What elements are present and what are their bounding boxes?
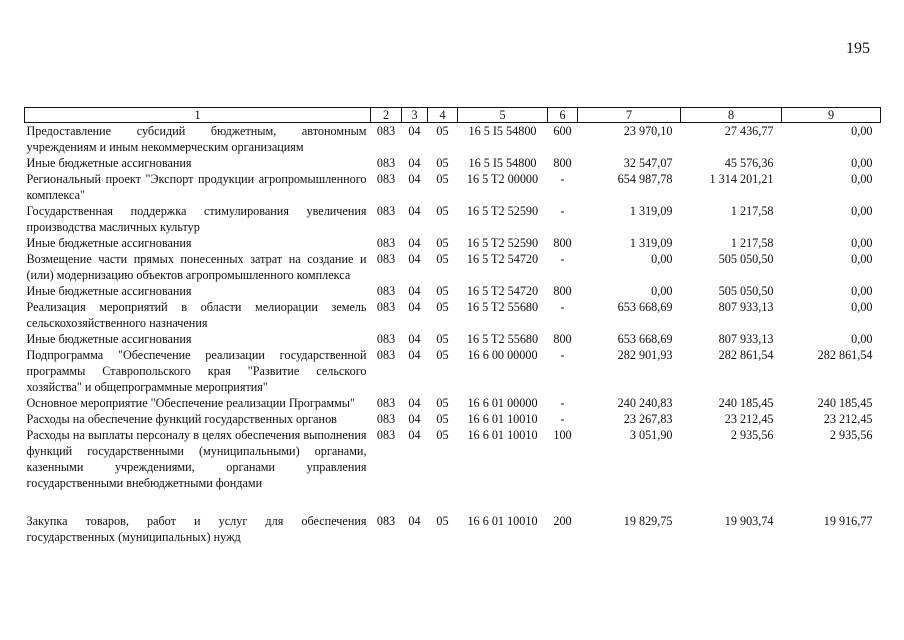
row-value-col8: 807 933,13 (718, 300, 774, 314)
row-value-col9: 282 861,54 (817, 348, 873, 362)
row-target-article: 16 5 T2 54720 (466, 252, 539, 266)
page-number: 195 (846, 40, 870, 57)
row-target-article: 16 6 00 00000 (467, 348, 538, 362)
row-value-col9: 0,00 (851, 252, 873, 266)
row-value-col8: 23 212,45 (724, 412, 774, 426)
row-ministry-code: 083 (376, 348, 396, 362)
row-value-col9: 0,00 (851, 332, 873, 346)
row-ministry-code: 083 (376, 252, 396, 266)
row-value-col8: 27 436,77 (724, 124, 774, 138)
row-value-col8: 1 217,58 (730, 204, 774, 218)
row-value-col9: 0,00 (851, 284, 873, 298)
row-description: Иные бюджетные ассигнования (26, 156, 192, 170)
row-ministry-code: 083 (376, 428, 396, 442)
row-subsection: 05 (436, 514, 449, 528)
row-target-article: 16 5 T2 54720 (466, 284, 539, 298)
row-value-col8: 1 314 201,21 (709, 172, 774, 186)
row-section: 04 (408, 252, 421, 266)
table-row (25, 411, 881, 427)
row-value-col8: 45 576,36 (724, 156, 774, 170)
table-row (25, 513, 881, 545)
row-subsection: 05 (436, 236, 449, 250)
row-subsection: 05 (436, 396, 449, 410)
table-row (25, 299, 881, 331)
row-expense-type: 600 (553, 124, 572, 138)
row-description: Реализация мероприятий в области мелиорации земель сельскохозяйственного назначения (26, 300, 367, 330)
row-description: Подпрограмма "Обеспечение реализации государственной программы Ставропольского края "Развитие сельского хозяйства" и общепрограммные мероприятия" (26, 348, 367, 394)
row-section: 04 (408, 236, 421, 250)
header-col-2: 2 (371, 108, 402, 123)
row-value-col7: 653 668,69 (617, 300, 673, 314)
row-subsection: 05 (436, 156, 449, 170)
header-col-7: 7 (578, 108, 681, 123)
row-value-col7: 23 970,10 (623, 124, 673, 138)
row-value-col7: 3 051,90 (629, 428, 673, 442)
row-section: 04 (408, 172, 421, 186)
header-col-5: 5 (458, 108, 548, 123)
row-expense-type: - (560, 252, 565, 266)
row-ministry-code: 083 (376, 204, 396, 218)
row-section: 04 (408, 204, 421, 218)
table-row (25, 331, 881, 347)
table-row (25, 427, 881, 491)
row-value-col7: 1 319,09 (629, 236, 673, 250)
row-value-col9: 0,00 (851, 156, 873, 170)
row-value-col8: 505 050,50 (718, 284, 774, 298)
row-subsection: 05 (436, 252, 449, 266)
row-value-col9: 0,00 (851, 124, 873, 138)
row-target-article: 16 5 T2 55680 (466, 332, 539, 346)
row-value-col7: 653 668,69 (617, 332, 673, 346)
row-description: Закупка товаров, работ и услуг для обеспечения государственных (муниципальных) нужд (26, 514, 367, 544)
row-expense-type: - (560, 412, 565, 426)
row-description: Основное мероприятие "Обеспечение реализации Программы" (26, 396, 355, 410)
row-ministry-code: 083 (376, 236, 396, 250)
header-col-1: 1 (25, 108, 371, 123)
row-expense-type: 800 (553, 284, 572, 298)
row-value-col8: 19 903,74 (724, 514, 774, 528)
row-target-article: 16 5 T2 52590 (466, 236, 539, 250)
table-row (25, 395, 881, 411)
spacer-cell (25, 491, 881, 513)
row-subsection: 05 (436, 204, 449, 218)
row-value-col8: 240 185,45 (718, 396, 774, 410)
row-target-article: 16 6 01 00000 (467, 396, 538, 410)
row-subsection: 05 (436, 284, 449, 298)
row-description: Расходы на выплаты персоналу в целях обеспечения выполнения функций государственными (муниципальными) органами, казенными учреждениями, органами управления государственными внебюджетными фондами (26, 428, 367, 490)
row-target-article: 16 5 T2 55680 (466, 300, 539, 314)
table-header-row (25, 108, 881, 123)
row-ministry-code: 083 (376, 514, 396, 528)
row-expense-type: 800 (553, 236, 572, 250)
row-value-col7: 0,00 (651, 252, 673, 266)
row-target-article: 16 5 I5 54800 (468, 124, 537, 138)
row-value-col9: 0,00 (851, 204, 873, 218)
row-description: Иные бюджетные ассигнования (26, 284, 192, 298)
row-description: Иные бюджетные ассигнования (26, 332, 192, 346)
row-section: 04 (408, 428, 421, 442)
row-description: Предоставление субсидий бюджетным, автономным учреждениям и иным некоммерческим организациям (26, 124, 367, 154)
row-expense-type: 800 (553, 156, 572, 170)
table-row (25, 283, 881, 299)
table-row (25, 235, 881, 251)
row-subsection: 05 (436, 172, 449, 186)
row-section: 04 (408, 396, 421, 410)
row-section: 04 (408, 284, 421, 298)
row-value-col7: 23 267,83 (623, 412, 673, 426)
row-expense-type: - (560, 396, 565, 410)
table-row (25, 123, 881, 156)
row-subsection: 05 (436, 412, 449, 426)
row-target-article: 16 5 I5 54800 (468, 156, 537, 170)
row-value-col9: 2 935,56 (829, 428, 873, 442)
header-col-8: 8 (681, 108, 782, 123)
row-value-col7: 654 987,78 (617, 172, 673, 186)
row-section: 04 (408, 514, 421, 528)
row-description: Государственная поддержка стимулирования увеличения производства масличных культур (26, 204, 367, 234)
row-description: Расходы на обеспечение функций государственных органов (26, 412, 337, 426)
row-value-col9: 23 212,45 (823, 412, 873, 426)
header-col-4: 4 (428, 108, 458, 123)
row-value-col9: 19 916,77 (823, 514, 873, 528)
row-section: 04 (408, 124, 421, 138)
spacer-row (25, 491, 881, 513)
table-row (25, 203, 881, 235)
row-target-article: 16 5 T2 52590 (466, 204, 539, 218)
row-subsection: 05 (436, 300, 449, 314)
row-subsection: 05 (436, 332, 449, 346)
row-ministry-code: 083 (376, 332, 396, 346)
row-value-col9: 0,00 (851, 236, 873, 250)
row-subsection: 05 (436, 124, 449, 138)
row-target-article: 16 6 01 10010 (467, 428, 538, 442)
row-target-article: 16 6 01 10010 (467, 514, 538, 528)
table-row (25, 347, 881, 395)
table-row (25, 155, 881, 171)
row-target-article: 16 5 T2 00000 (466, 172, 539, 186)
row-description: Иные бюджетные ассигнования (26, 236, 192, 250)
row-ministry-code: 083 (376, 172, 396, 186)
row-subsection: 05 (436, 348, 449, 362)
row-value-col8: 282 861,54 (718, 348, 774, 362)
row-ministry-code: 083 (376, 396, 396, 410)
header-col-3: 3 (402, 108, 428, 123)
row-ministry-code: 083 (376, 284, 396, 298)
row-value-col7: 1 319,09 (629, 204, 673, 218)
row-ministry-code: 083 (376, 124, 396, 138)
row-expense-type: 200 (553, 514, 572, 528)
row-ministry-code: 083 (376, 300, 396, 314)
row-expense-type: 800 (553, 332, 572, 346)
row-value-col8: 2 935,56 (730, 428, 774, 442)
row-section: 04 (408, 300, 421, 314)
row-expense-type: - (560, 204, 565, 218)
row-ministry-code: 083 (376, 156, 396, 170)
row-value-col8: 807 933,13 (718, 332, 774, 346)
row-value-col8: 1 217,58 (730, 236, 774, 250)
budget-table (24, 107, 881, 545)
row-ministry-code: 083 (376, 412, 396, 426)
row-target-article: 16 6 01 10010 (467, 412, 538, 426)
row-description: Возмещение части прямых понесенных затрат на создание и (или) модернизацию объектов агропромышленного комплекса (26, 252, 367, 282)
row-section: 04 (408, 156, 421, 170)
row-value-col7: 0,00 (651, 284, 673, 298)
row-value-col9: 0,00 (851, 172, 873, 186)
row-value-col7: 240 240,83 (617, 396, 673, 410)
row-subsection: 05 (436, 428, 449, 442)
row-expense-type: - (560, 348, 565, 362)
table-row (25, 251, 881, 283)
row-value-col9: 240 185,45 (817, 396, 873, 410)
row-value-col8: 505 050,50 (718, 252, 774, 266)
row-section: 04 (408, 332, 421, 346)
row-description: Региональный проект "Экспорт продукции агропромышленного комплекса" (26, 172, 367, 202)
row-value-col7: 32 547,07 (623, 156, 673, 170)
row-section: 04 (408, 348, 421, 362)
header-col-6: 6 (548, 108, 578, 123)
row-expense-type: - (560, 172, 565, 186)
row-value-col7: 19 829,75 (623, 514, 673, 528)
row-value-col9: 0,00 (851, 300, 873, 314)
table-row (25, 171, 881, 203)
header-col-9: 9 (782, 108, 881, 123)
row-expense-type: 100 (553, 428, 572, 442)
row-section: 04 (408, 412, 421, 426)
row-value-col7: 282 901,93 (617, 348, 673, 362)
row-expense-type: - (560, 300, 565, 314)
